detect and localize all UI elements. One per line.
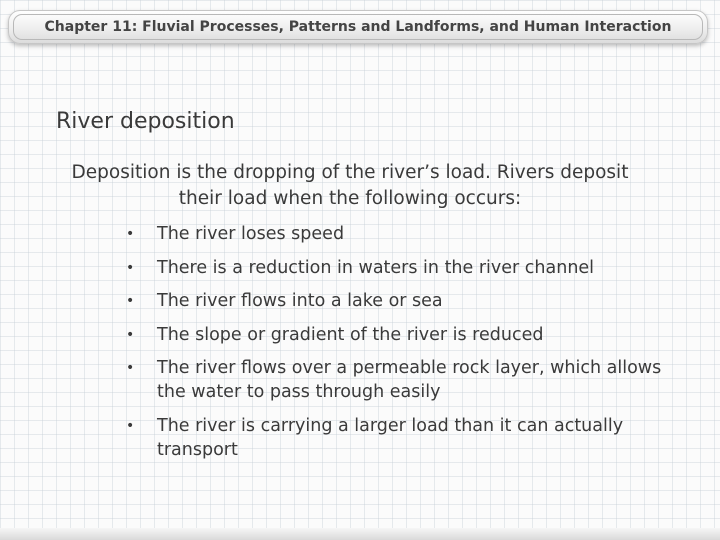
bullet-icon: • — [126, 417, 135, 434]
list-item — [126, 414, 666, 462]
list-item — [126, 222, 666, 246]
list-item-text: The river is carrying a larger load than it can actually transport — [157, 415, 624, 460]
list-item-text: The slope or gradient of the river is reduced — [157, 324, 544, 345]
intro-paragraph: Deposition is the dropping of the river’s load. Rivers deposit their load when the following occurs: — [71, 162, 629, 209]
header-bar — [8, 10, 708, 44]
list-item-text: The river flows over a permeable rock layer, which allows the water to pass through easily — [157, 358, 662, 402]
conditions-list — [126, 222, 666, 471]
list-item — [126, 256, 666, 280]
chapter-title: Chapter 11: Fluvial Processes, Patterns and Landforms, and Human Interaction — [44, 19, 672, 35]
bullet-icon: • — [126, 293, 135, 309]
bullet-icon: • — [126, 226, 135, 242]
bullet-icon: • — [126, 259, 135, 276]
list-item — [126, 356, 666, 404]
slide-heading: River deposition — [56, 109, 235, 134]
bullet-icon: • — [126, 326, 135, 343]
bullet-icon: • — [126, 360, 135, 376]
list-item-text: The river loses speed — [157, 224, 345, 244]
list-item — [126, 323, 666, 347]
header-frame — [13, 14, 703, 40]
list-item-text: There is a reduction in waters in the river channel — [157, 257, 595, 278]
list-item — [126, 289, 666, 313]
footer-band — [0, 528, 720, 540]
list-item-text: The river flows into a lake or sea — [157, 291, 443, 311]
